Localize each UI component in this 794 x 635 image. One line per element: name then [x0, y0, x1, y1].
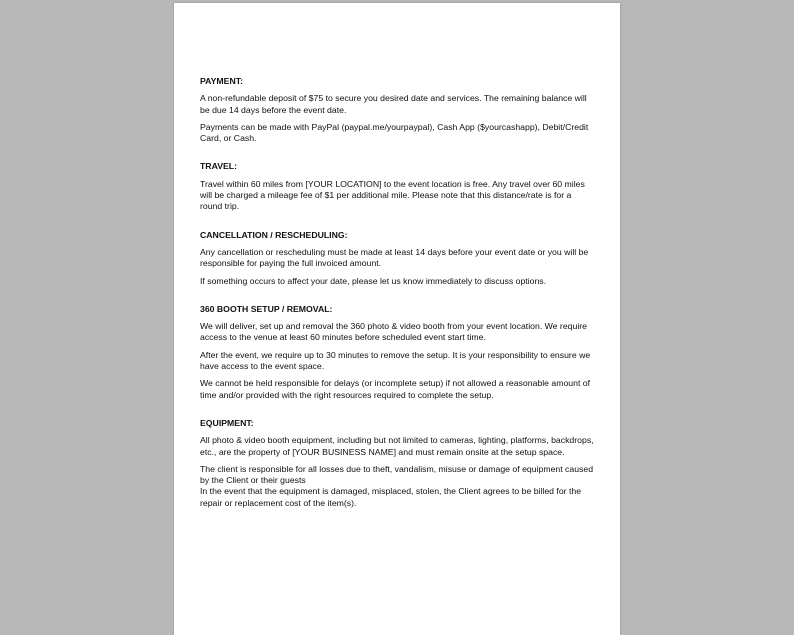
equipment-paragraph-1: All photo & video booth equipment, including but not limited to cameras, lighting, platforms, backdrops, etc., are the property of [YOUR BUSINESS NAME] and must remain onsite at the setup space.: [200, 435, 594, 457]
cancellation-paragraph-2: If something occurs to affect your date, please let us know immediately to discuss options.: [200, 275, 547, 286]
cancellation-paragraph-1: Any cancellation or rescheduling must be made at least 14 days before your event date or you will be responsible for paying the full invoiced amount.: [200, 246, 589, 269]
setup-paragraph-2: After the event, we require up to 30 minutes to remove the setup. It is your responsibility to ensure we have access to the event space.: [200, 349, 591, 372]
travel-paragraph-1: Travel within 60 miles from [YOUR LOCATION] to the event location is free. Any travel over 60 miles will be charged a mileage fee of $1 per additional mile. Please note that this distance/rate is for a round trip.: [200, 178, 585, 212]
document-content: [200, 76, 594, 526]
document-page: [174, 3, 620, 635]
cancellation-heading: CANCELLATION / RESCHEDULING:: [200, 229, 348, 240]
travel-heading: TRAVEL:: [200, 161, 237, 172]
equipment-paragraph-2: The client is responsible for all losses due to theft, vandalism, misuse or damage of equipment caused by the Client or their guests: [200, 463, 594, 486]
payment-section: [200, 76, 594, 144]
setup-paragraph-3: We cannot be held responsible for delays (or incomplete setup) if not allowed a reasonable amount of time and/or provided with the right resources required to complete the setup.: [200, 378, 591, 400]
equipment-paragraph-3: In the event that the equipment is damaged, misplaced, stolen, the Client agrees to be billed for the repair or replacement cost of the item(s).: [200, 486, 582, 508]
equipment-section: [200, 418, 594, 509]
equipment-heading: EQUIPMENT:: [200, 417, 254, 428]
setup-paragraph-1: We will deliver, set up and removal the 360 photo & video booth from your event location. We require access to the venue at least 60 minutes before scheduled event start time.: [200, 321, 587, 343]
cancellation-section: [200, 230, 594, 287]
setup-heading: 360 BOOTH SETUP / REMOVAL:: [200, 303, 333, 314]
payment-paragraph-2: Payments can be made with PayPal (paypal.me/yourpaypal), Cash App ($yourcashapp), Debit/Credit Card, or Cash.: [200, 121, 589, 144]
payment-paragraph-1: A non-refundable deposit of $75 to secure you desired date and services. The remaining balance will be due 14 days before the event date.: [200, 93, 587, 115]
setup-section: [200, 304, 594, 401]
travel-section: [200, 161, 594, 212]
payment-heading: PAYMENT:: [200, 76, 243, 86]
